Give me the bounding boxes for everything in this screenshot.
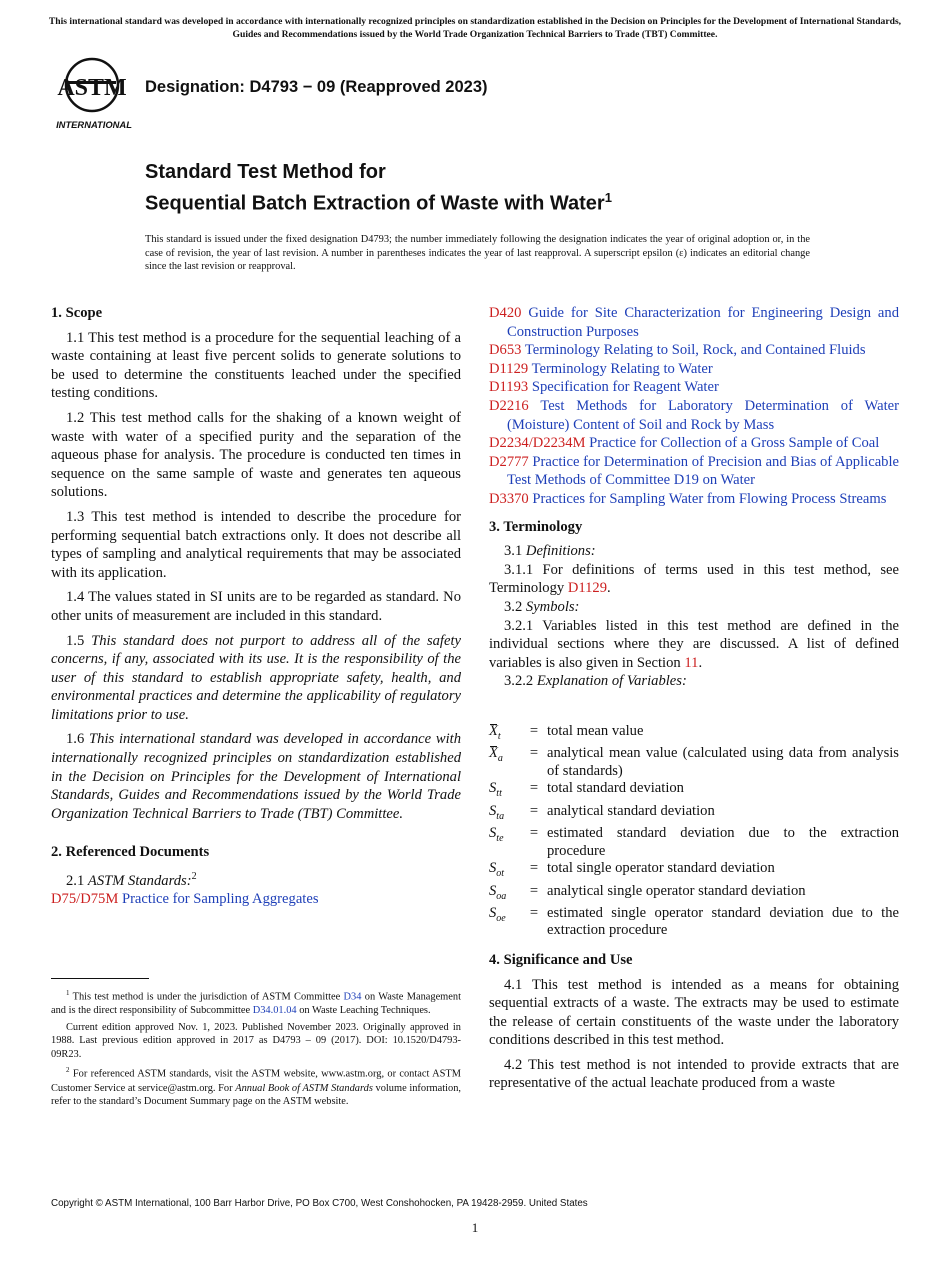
copyright: Copyright © ASTM International, 100 Barr Harbor Drive, PO Box C700, West Conshohocken, PA 19428-2959. United States bbox=[51, 1198, 588, 1209]
para-3-2-1-end: . bbox=[698, 654, 703, 671]
reference-item bbox=[489, 378, 899, 397]
para-4-2: 4.2 This test method is not intended to provide extracts that are representative of the actual leachate produced from a waste bbox=[489, 1056, 899, 1092]
subcommittee-link[interactable]: D34.01.04 bbox=[252, 1005, 297, 1017]
para-1-6-text: This international standard was developed in accordance with internationally recognized principles on standardization established in the Decision on Principles for the Development of International Standards, Guides and Recommendations issued by the World Trade Organization Technical Barriers to Trade (TBT) Committee. bbox=[51, 731, 462, 822]
variable-row bbox=[489, 860, 899, 882]
reference-item bbox=[489, 341, 899, 360]
footnote-2: $^2$ For referenced ASTM standards, visit the ASTM website, www.astm.org, or contact ASTM Customer Service at service@astm.org. For Annual Book of ASTM Standards volume information, refer to the standard’s Document Summary page on the ASTM website. bbox=[51, 1066, 461, 1108]
variable-row bbox=[489, 905, 899, 940]
reference-code-link[interactable]: D420 bbox=[489, 305, 522, 321]
reference-item bbox=[489, 304, 899, 341]
footnotes bbox=[51, 987, 461, 1112]
variable-row bbox=[489, 780, 899, 802]
reference-title-link[interactable]: Practice for Determination of Precision and Bias of Applicable Test Methods of Committee D19 on Water bbox=[507, 453, 899, 489]
section-heading-significance: 4. Significance and Use bbox=[489, 951, 633, 968]
para-4-1: 4.1 This test method is intended as a means for obtaining sequential extracts of a waste. The extracts may be used to estimate the release of certain constituents of the waste under the laboratory conditions described in this test method. bbox=[489, 976, 899, 1049]
para-3-2-2-num: 3.2.2 bbox=[504, 673, 534, 690]
section-heading-scope: 1. Scope bbox=[51, 305, 103, 321]
astm-logo bbox=[54, 57, 134, 131]
reference-code-link[interactable]: D2216 bbox=[489, 397, 529, 414]
variable-symbol: $X_t$ bbox=[489, 722, 501, 742]
reference-item bbox=[489, 490, 899, 509]
reference-code-link[interactable]: D2777 bbox=[489, 453, 529, 470]
document-title bbox=[145, 160, 612, 217]
para-3-2-1-text: 3.2.1 Variables listed in this test method are defined in the individual sections where they are discussed. A list of defined variables is also given in Section bbox=[489, 617, 899, 671]
footnote-edition: Current edition approved Nov. 1, 2023. Published November 2023. Originally approved in 1988. Last previous edition approved in 2017 as D4793 – 09 (2017). DOI: 10.1520/D4793-09R23. bbox=[51, 1021, 461, 1060]
reference-title-link[interactable]: Practices for Sampling Water from Flowing Process Streams bbox=[532, 490, 887, 507]
variable-definition: total single operator standard deviation bbox=[547, 860, 775, 877]
top-notice: This international standard was developed in accordance with internationally recognized principles on standardization established in the Decision on Principles for the Development of International Standards, Guides and Recommendations issued by the World Trade Organization Technical Barriers to Trade (TBT) Committee. bbox=[48, 16, 902, 40]
para-1-5-num: 1.5 bbox=[66, 632, 85, 649]
issue-note: This standard is issued under the fixed designation D4793; the number immediately following the designation indicates the year of original adoption or, in the case of revision, the year of last revision. A number in parentheses indicates the year of last reapproval. A superscript epsilon (ε) indicates an editorial change since the last revision or reapproval. bbox=[145, 234, 810, 272]
reference-code-link[interactable]: D653 bbox=[489, 342, 522, 359]
title-line-2-text: Sequential Batch Extraction of Waste with Water bbox=[145, 192, 605, 215]
reference-code-link[interactable]: D3370 bbox=[489, 490, 529, 507]
title-line-1: Standard Test Method for bbox=[145, 161, 386, 183]
reference-item bbox=[489, 360, 899, 379]
variable-symbol: $S_{oa}$ bbox=[489, 882, 507, 902]
reference-title-link[interactable]: Terminology Relating to Water bbox=[531, 360, 713, 377]
left-column bbox=[51, 304, 461, 909]
reference-code-link[interactable]: D75/D75M bbox=[51, 891, 119, 908]
reference-title-link[interactable]: Practice for Collection of a Gross Sample of Coal bbox=[589, 435, 880, 452]
equals-sign: = bbox=[529, 904, 539, 921]
equals-sign: = bbox=[529, 780, 539, 797]
equals-sign: = bbox=[529, 825, 539, 842]
variable-definition: analytical single operator standard deviation bbox=[547, 882, 806, 899]
para-2-1-mark: 2 bbox=[191, 871, 197, 883]
reference-title-link[interactable]: Practice for Sampling Aggregates bbox=[121, 891, 319, 908]
para-1-6 bbox=[51, 730, 461, 823]
para-3-1-num: 3.1 bbox=[504, 543, 523, 560]
variables-table bbox=[489, 723, 899, 940]
reference-code-link[interactable]: D1193 bbox=[489, 379, 529, 396]
para-3-1-1 bbox=[489, 561, 899, 598]
variable-symbol: $S_{ta}$ bbox=[489, 802, 505, 822]
reference-code-link[interactable]: D2234/D2234M bbox=[489, 435, 586, 452]
equals-sign: = bbox=[529, 882, 539, 899]
title-line-2 bbox=[145, 185, 612, 217]
variable-symbol: $S_{oe}$ bbox=[489, 904, 506, 924]
variable-definition: analytical mean value (calculated using data from analysis of standards) bbox=[547, 745, 899, 779]
variable-symbol: $S_{tt}$ bbox=[489, 780, 502, 800]
variable-row bbox=[489, 883, 899, 905]
para-2-1 bbox=[51, 868, 461, 890]
variable-symbol: $S_{ot}$ bbox=[489, 860, 505, 879]
para-3-2 bbox=[489, 598, 899, 617]
para-3-1-1-end: . bbox=[607, 580, 611, 597]
term-d1129-link[interactable]: D1129 bbox=[567, 580, 608, 597]
para-3-2-2 bbox=[489, 672, 899, 691]
variable-symbol: $S_{te}$ bbox=[489, 825, 504, 844]
right-column bbox=[489, 304, 899, 1099]
para-3-1 bbox=[489, 542, 899, 561]
variable-symbol: $X_a$ bbox=[489, 745, 503, 765]
footnote-divider bbox=[51, 978, 149, 979]
para-3-1-1-text: 3.1.1 For definitions of terms used in this test method, see Terminology bbox=[489, 561, 899, 597]
para-2-1-label: ASTM Standards: bbox=[87, 872, 192, 889]
variable-definition: analytical standard deviation bbox=[547, 802, 715, 819]
footnote-2-mark: 2 bbox=[66, 1066, 70, 1075]
reference-title-link[interactable]: Specification for Reagent Water bbox=[531, 379, 719, 396]
equals-sign: = bbox=[529, 802, 539, 819]
para-3-2-label: Symbols: bbox=[525, 598, 580, 615]
section-11-link[interactable]: 11 bbox=[684, 654, 699, 671]
page-number: 1 bbox=[471, 1220, 479, 1235]
variable-row bbox=[489, 803, 899, 825]
logo-subtext: INTERNATIONAL bbox=[56, 119, 132, 130]
para-1-1: 1.1 This test method is a procedure for the sequential leaching of a waste containing at least five percent solids to generate solutions to be used to determine the constituents leached under the specified testing conditions. bbox=[51, 329, 461, 402]
para-2-1-num: 2.1 bbox=[66, 872, 85, 889]
reference-item bbox=[489, 397, 899, 434]
designation: Designation: D4793 − 09 (Reapproved 2023) bbox=[145, 78, 488, 96]
para-1-5 bbox=[51, 632, 461, 725]
title-footnote-mark: 1 bbox=[604, 190, 612, 205]
logo-text: ASTM bbox=[57, 75, 127, 101]
equals-sign: = bbox=[529, 722, 539, 739]
para-3-2-2-label: Explanation of Variables: bbox=[536, 673, 687, 690]
reference-item bbox=[51, 890, 461, 909]
variable-definition: estimated single operator standard deviation due to the extraction procedure bbox=[547, 904, 899, 939]
para-3-1-label: Definitions: bbox=[525, 543, 596, 560]
equals-sign: = bbox=[529, 745, 539, 762]
footnote-1-mark: 1 bbox=[66, 989, 70, 997]
para-3-2-num: 3.2 bbox=[504, 598, 523, 615]
reference-title-link[interactable]: Terminology Relating to Soil, Rock, and Contained Fluids bbox=[524, 342, 866, 359]
reference-title-link[interactable]: Guide for Site Characterization for Engineering Design and Construction Purposes bbox=[507, 305, 899, 340]
para-1-5-text: This standard does not purport to address all of the safety concerns, if any, associated with its use. It is the responsibility of the user of this standard to establish appropriate safety, health, and environmental practices and determine the applicability of regulatory limitations prior to use. bbox=[51, 632, 461, 723]
variable-definition: total mean value bbox=[547, 722, 644, 739]
para-1-2: 1.2 This test method calls for the shaking of a known weight of waste with water of a specified purity and the separation of the aqueous phase for analysis. The procedure is conducted ten times in sequence on the same sample of waste and generates ten aqueous solutions. bbox=[51, 409, 461, 501]
reference-item bbox=[489, 453, 899, 490]
para-1-4: 1.4 The values stated in SI units are to be regarded as standard. No other units of measurement are included in this standard. bbox=[51, 589, 461, 624]
section-heading-terminology: 3. Terminology bbox=[489, 518, 583, 535]
section-heading-referenced: 2. Referenced Documents bbox=[51, 844, 210, 861]
equals-sign: = bbox=[529, 860, 539, 877]
para-3-2-1 bbox=[489, 617, 899, 673]
variable-row bbox=[489, 723, 899, 745]
reference-code-link[interactable]: D1129 bbox=[489, 360, 529, 377]
variable-row bbox=[489, 825, 899, 860]
variable-row bbox=[489, 745, 899, 780]
para-1-3: 1.3 This test method is intended to describe the procedure for performing sequential batch extractions only. It does not describe all types of sampling and analytical requirements that may be associated with its application. bbox=[51, 508, 461, 581]
variable-definition: estimated standard deviation due to the extraction procedure bbox=[547, 825, 899, 859]
committee-d34-link[interactable]: D34 bbox=[343, 991, 362, 1003]
variable-definition: total standard deviation bbox=[547, 780, 684, 797]
reference-item bbox=[489, 434, 899, 453]
para-1-6-num: 1.6 bbox=[66, 731, 85, 748]
reference-title-link[interactable]: Test Methods for Laboratory Determination of Water (Moisture) Content of Soil and Rock by Mass bbox=[507, 397, 899, 433]
footnote-1: $^1$ This test method is under the jurisdiction of ASTM Committee D34 on Waste Management and is the direct responsibility of Subcommittee D34.01.04 on Waste Leaching Techniques. bbox=[51, 989, 461, 1017]
